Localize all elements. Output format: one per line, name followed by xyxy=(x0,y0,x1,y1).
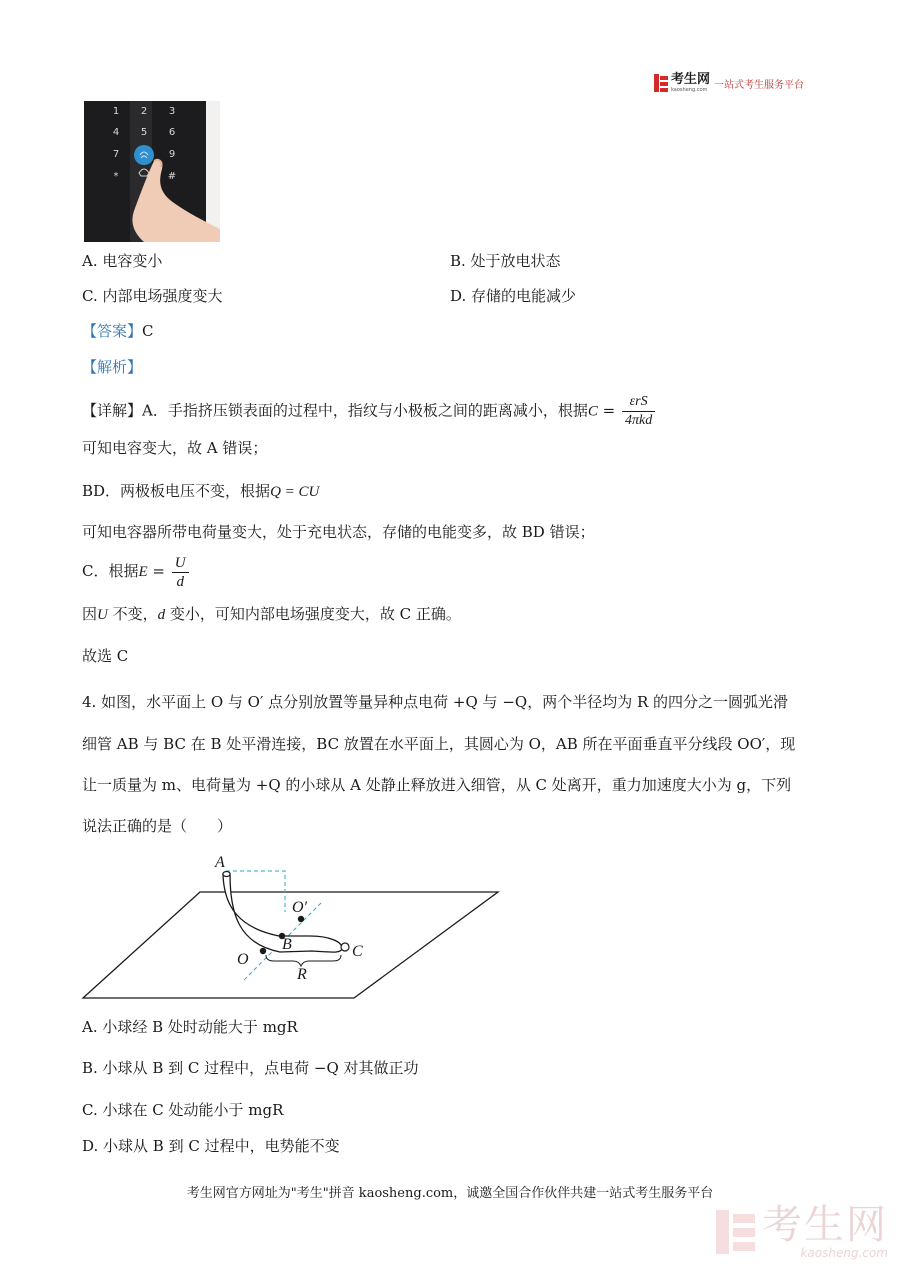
line5-prefix: C．根据 xyxy=(82,562,139,580)
detail-line-3 xyxy=(82,480,319,503)
watermark xyxy=(716,1204,888,1260)
formula-e-denominator: d xyxy=(176,573,184,590)
brand-name: 考生网 xyxy=(671,72,711,87)
label-o: O xyxy=(237,951,249,968)
point-o xyxy=(260,948,266,954)
label-o-prime: O′ xyxy=(292,899,308,916)
watermark-mark-icon xyxy=(716,1208,756,1256)
key-1: 1 xyxy=(112,106,120,117)
analysis-label: 【解析】 xyxy=(82,358,143,376)
q3-answer xyxy=(82,320,154,342)
key-3: 3 xyxy=(168,106,176,117)
q4-stem-4: 说法正确的是（ ） xyxy=(82,817,233,835)
q4-option-b: B. 小球从 B 到 C 过程中，点电荷 −Q 对其做正功 xyxy=(82,1059,419,1077)
formula-c-numerator: εrS xyxy=(622,393,655,412)
brand-mark-icon xyxy=(654,74,668,92)
q4-stem-2: 细管 AB 与 BC 在 B 处平滑连接，BC 放置在水平面上，其圆心为 O，AB 所在平面垂直平分线段 OO′，现 xyxy=(82,735,796,753)
line3-prefix: BD．两极板电压不变，根据 xyxy=(82,482,271,500)
point-o-prime xyxy=(298,916,304,922)
q4-option-d: D. 小球从 B 到 C 过程中，电势能不变 xyxy=(82,1137,340,1155)
conclusion: 故选 C xyxy=(82,647,129,665)
key-9: 9 xyxy=(168,149,176,160)
keypad-lock-photo xyxy=(84,101,220,242)
q4-stem-3: 让一质量为 m、电荷量为 +Q 的小球从 A 处静止释放进入细管，从 C 处离开，重力加速度大小为 g，下列 xyxy=(82,776,792,794)
detail-line-6 xyxy=(82,603,461,626)
formula-c-fraction xyxy=(622,393,655,430)
key-4: 4 xyxy=(112,127,120,138)
q4-option-a: A. 小球经 B 处时动能大于 mgR xyxy=(82,1018,298,1036)
tube-end-a xyxy=(223,872,230,877)
answer-label: 【答案】 xyxy=(82,322,143,340)
label-c: C xyxy=(352,943,363,960)
q3-option-c: C. 内部电场强度变大 xyxy=(82,287,223,305)
line6-b: 不变， xyxy=(107,605,158,623)
detail-line-4: 可知电容器所带电荷量变大，处于充电状态，存储的电能变多，故 BD 错误； xyxy=(82,523,595,541)
q4-stem-1: 4. 如图，水平面上 O 与 O′ 点分别放置等量异种点电荷 +Q 与 −Q，两个半径均为 R 的四分之一圆弧光滑 xyxy=(82,693,789,711)
detail-line-2: 可知电容变大，故 A 错误； xyxy=(82,439,268,457)
formula-c-denominator: 4πkd xyxy=(624,413,653,428)
formula-e-numerator: U xyxy=(172,554,189,573)
answer-value: C xyxy=(142,322,154,340)
label-r: R xyxy=(297,966,307,983)
formula-c-lhs: C xyxy=(587,403,598,420)
detail-line-5: C．根据E = $\frac{U}{d}$ xyxy=(82,551,191,592)
q3-option-b: B. 处于放电状态 xyxy=(450,252,561,270)
key-7: 7 xyxy=(112,149,120,160)
header-logo xyxy=(654,73,804,93)
formula-q: Q = CU xyxy=(270,484,320,500)
key-5: 5 xyxy=(140,127,148,138)
radius-brace xyxy=(266,955,341,966)
key-2: 2 xyxy=(140,106,148,117)
watermark-name: 考生网 xyxy=(762,1202,888,1248)
label-b: B xyxy=(282,936,292,953)
line6-c: 变小，可知内部电场强度变大，故 C 正确。 xyxy=(165,605,461,623)
tube-end-c xyxy=(341,943,349,951)
key-hash: # xyxy=(167,171,177,182)
line6-u: U xyxy=(97,607,108,623)
fingerprint-sensor-icon xyxy=(134,145,154,165)
formula-e-lhs: E xyxy=(138,564,148,580)
key-star: * xyxy=(113,171,119,182)
key-6: 6 xyxy=(168,127,176,138)
q3-option-d: D. 存储的电能减少 xyxy=(450,287,577,305)
detail-label: 【详解】 xyxy=(82,401,143,420)
q3-option-a: A. 电容变小 xyxy=(82,252,163,270)
watermark-domain: kaosheng.com xyxy=(800,1246,888,1260)
label-a: A xyxy=(215,854,225,871)
q4-figure xyxy=(80,850,505,1002)
formula-e-fraction xyxy=(172,554,189,591)
detail-line-1: 【详解】A．手指挤压锁表面的过程中，指纹与小极板之间的距离减小，根据C = $\frac{\text{εrS}}{\text{4πkd}}$ xyxy=(82,393,657,430)
detail-text: A．手指挤压锁表面的过程中，指纹与小极板之间的距离减小，根据 xyxy=(142,401,588,420)
line6-a: 因 xyxy=(82,605,98,623)
brand-slogan: 一站式考生服务平台 xyxy=(714,79,805,91)
brand-domain: kaosheng.com xyxy=(671,87,708,93)
footer-text: 考生网官方网址为"考生"拼音 kaosheng.com，诚邀全国合作伙伴共建一站式考生服务平台 xyxy=(186,1186,714,1201)
line6-d: d xyxy=(157,607,166,623)
q4-option-c: C. 小球在 C 处动能小于 mgR xyxy=(82,1101,284,1119)
